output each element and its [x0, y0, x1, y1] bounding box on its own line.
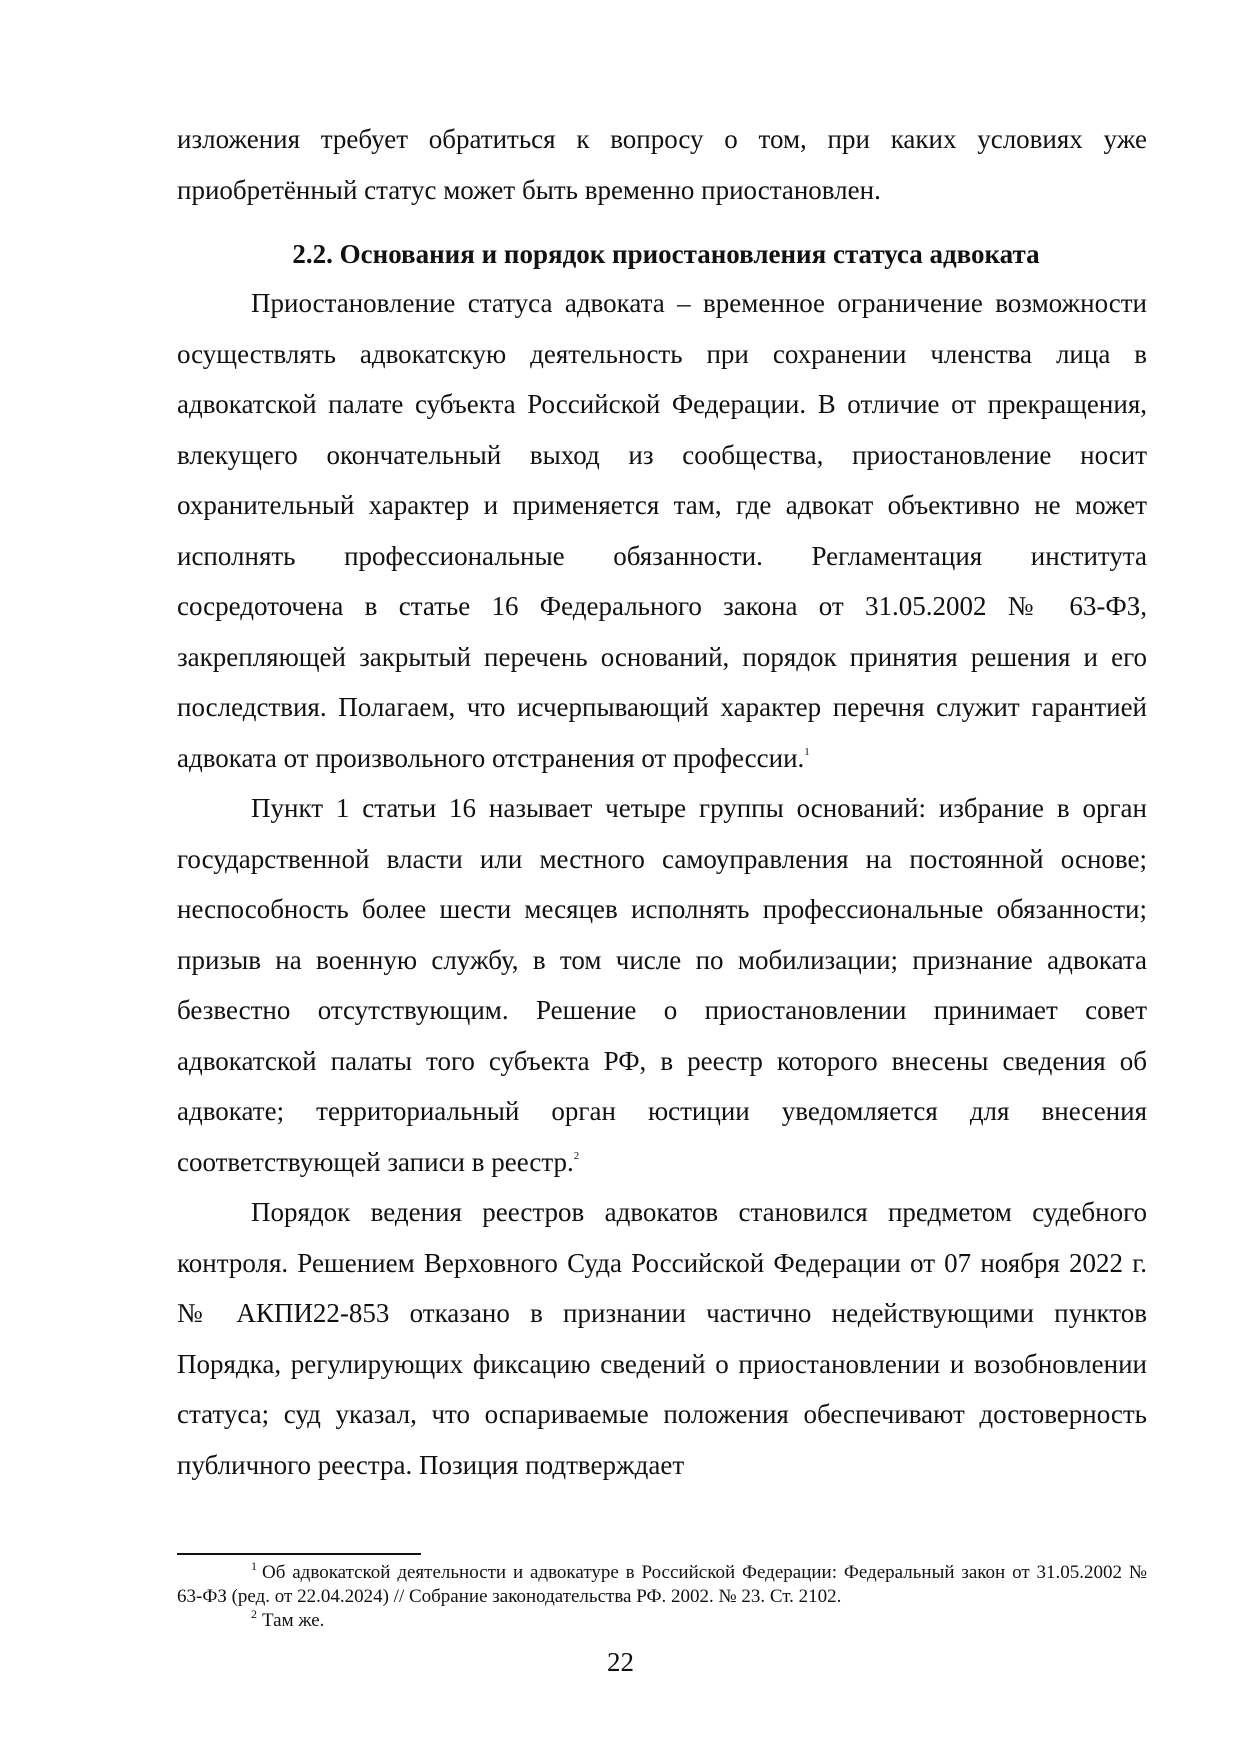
section-heading: 2.2. Основания и порядок приостановления статуса адвоката [292, 239, 1040, 269]
footnote-2-mark: 2 [251, 1606, 257, 1621]
paragraph-1 [177, 278, 1147, 783]
footnote-2-text: Там же. [262, 1610, 325, 1631]
footnote-1-mark: 1 [251, 1558, 257, 1573]
footnote-1-text: Об адвокатской деятельности и адвокатуре в Российской Федерации: Федеральный закон от 31.05.2002 № 63-ФЗ (ред. от 22.04.2024) // Собрание законодательства РФ. 2002. № 23. Ст. 2102. [177, 1562, 1147, 1607]
footnote-1 [177, 1558, 1147, 1609]
paragraph-3 [177, 1187, 1147, 1490]
footnotes [177, 1558, 1147, 1633]
footnote-ref-2[interactable]: 2 [573, 1149, 580, 1162]
paragraph-3-text: Порядок ведения реестров адвокатов становился предметом судебного контроля. Решением Верховного Суда Российской Федерации от 07 ноября 2022 г. № АКПИ22-853 отказано в признании частично недействующими пунктов Порядка, регулирующих фиксацию сведений о приостановлении и возобновлении статуса; суд указал, что оспариваемые положения обеспечивают достоверность публичного реестра. Позиция подтверждает [177, 1197, 1147, 1480]
footnote-2 [177, 1606, 1147, 1633]
intro-paragraph: изложения требует обратиться к вопросу о том, при каких условиях уже приобретённый статус может быть временно приостановлен. [177, 124, 1147, 205]
footnote-ref-1[interactable]: 1 [804, 745, 810, 758]
footnote-separator [177, 1553, 421, 1555]
paragraph-1-text: Приостановление статуса адвоката – временное ограничение возможности осуществлять адвокатскую деятельность при сохранении членства лица в адвокатской палате субъекта Российской Федерации. В отличие от прекращения, влекущего окончательный выход из сообщества, приостановление носит охранительный характер и применяется там, где адвокат объективно не может исполнять профессиональные обязанности. Регламентация института сосредоточена в статье 16 Федерального закона от 31.05.2002 № 63-ФЗ, закрепляющей закрытый перечень оснований, порядок принятия решения и его последствия. Полагаем, что исчерпывающий характер перечня служит гарантией адвоката от произвольного отстранения от профессии. [177, 288, 1147, 773]
paragraph-2 [177, 783, 1147, 1187]
page-number: 22 [607, 1647, 634, 1677]
body-text [177, 114, 1147, 1490]
paragraph-2-text: Пункт 1 статьи 16 называет четыре группы оснований: избрание в орган государственной власти или местного самоуправления на постоянной основе; неспособность более шести месяцев исполнять профессиональные обязанности; призыв на военную службу, в том числе по мобилизации; признание адвоката безвестно отсутствующим. Решение о приостановлении принимает совет адвокатской палаты того субъекта РФ, в реестр которого внесены сведения об адвокате; территориальный орган юстиции уведомляется для внесения соответствующей записи в реестр. [177, 793, 1147, 1177]
